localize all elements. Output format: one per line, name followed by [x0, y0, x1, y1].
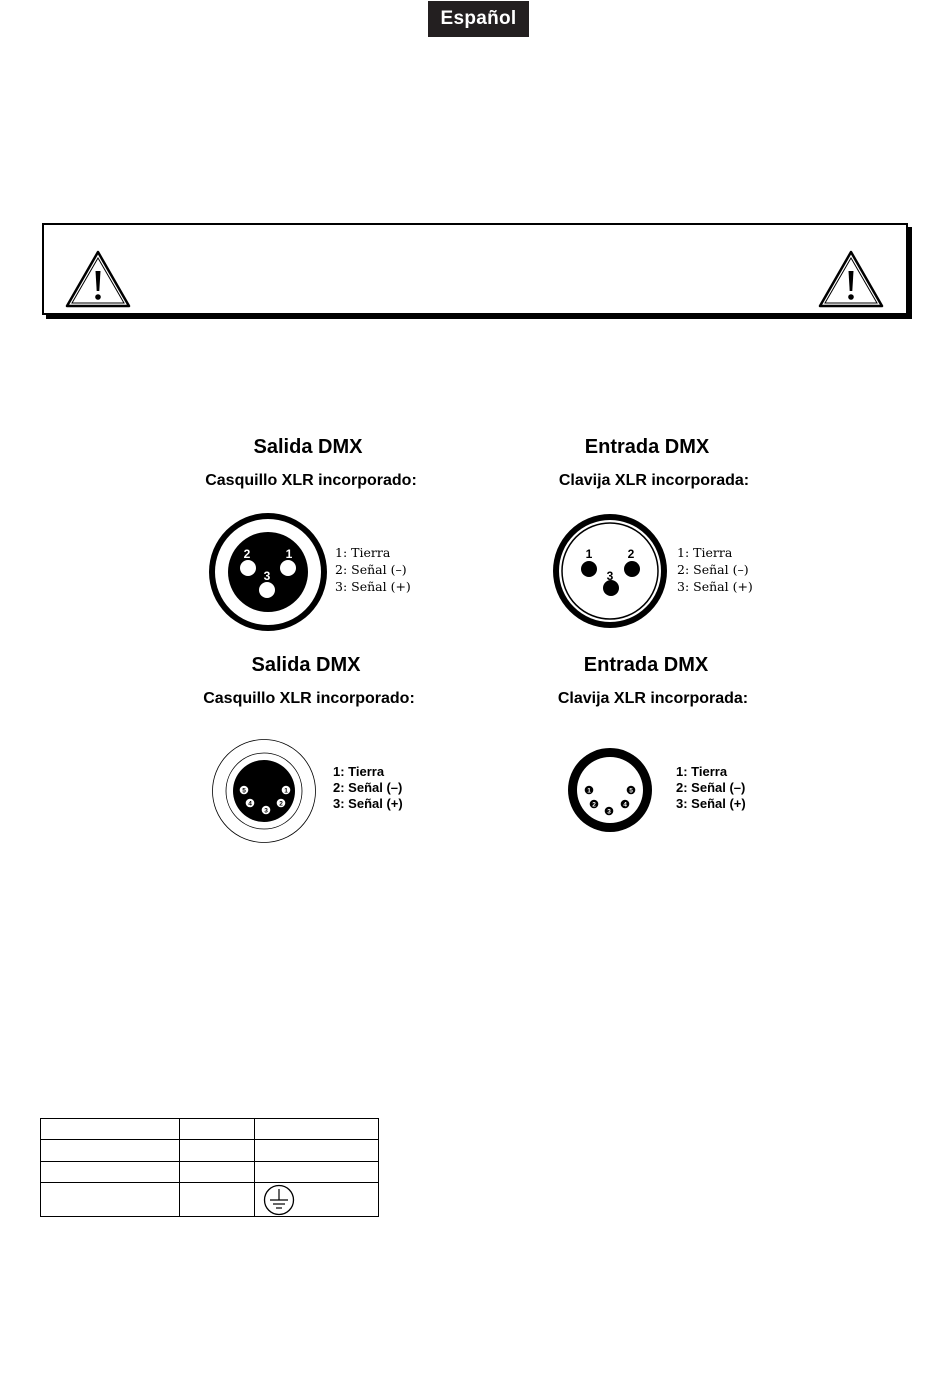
- pin-1-label: 1: Tierra: [335, 545, 391, 560]
- connector-title: Salida DMX: [253, 436, 363, 458]
- earth-ground-icon: [261, 1184, 297, 1216]
- table-cell: [41, 1140, 180, 1162]
- pin-label: 4: [623, 801, 627, 809]
- pin-1-label: 1: Tierra: [677, 545, 733, 560]
- connector-subtitle: Clavija XLR incorporada:: [558, 472, 750, 489]
- pin-label: 5: [242, 787, 246, 795]
- connector-subtitle: Clavija XLR incorporada:: [557, 690, 749, 707]
- pin-label: 1: [585, 547, 593, 561]
- pin-label: 4: [248, 800, 252, 808]
- pin-list: [335, 544, 411, 595]
- pin-1-label: 1: Tierra: [676, 764, 728, 779]
- xlr-3pin-socket-icon: [206, 510, 330, 634]
- warning-triangle-icon: [817, 249, 885, 309]
- pin-2-label: 2: Señal (–): [676, 780, 746, 795]
- xlr-5pin-socket-icon: [211, 738, 317, 844]
- table-cell: [41, 1119, 180, 1140]
- table-cell: [180, 1162, 255, 1183]
- table-cell: [255, 1119, 379, 1140]
- pin-label: 2: [627, 547, 635, 561]
- pin-list: [676, 764, 746, 812]
- connector-subtitle: Casquillo XLR incorporado:: [203, 690, 415, 707]
- pin-list: [677, 544, 753, 595]
- warning-triangle-icon: [64, 249, 132, 309]
- pin-2-label: 2: Señal (–): [335, 562, 407, 577]
- pin-label: 1: [285, 547, 293, 561]
- table-cell: [180, 1183, 255, 1217]
- pin-label: 3: [607, 808, 611, 816]
- pin-3-label: 3: Señal (+): [335, 579, 411, 594]
- pin-list: [333, 764, 403, 812]
- pin-3-label: 3: Señal (+): [677, 579, 753, 594]
- pin-1-label: 1: Tierra: [333, 764, 385, 779]
- table-cell: [180, 1140, 255, 1162]
- pin-3-label: 3: Señal (+): [676, 796, 746, 811]
- pin-label: 1: [284, 787, 288, 795]
- pin-label: 5: [629, 787, 633, 795]
- warning-box: [42, 223, 908, 315]
- pin-label: 3: [606, 569, 614, 583]
- table-cell: [255, 1183, 379, 1217]
- pin-label: 3: [264, 807, 268, 815]
- connector-title: Salida DMX: [251, 654, 361, 676]
- table-cell: [41, 1183, 180, 1217]
- pin-2-label: 2: Señal (–): [677, 562, 749, 577]
- pin-2-label: 2: Señal (–): [333, 780, 403, 795]
- xlr-3pin-plug-icon: [551, 512, 669, 630]
- table-cell: [41, 1162, 180, 1183]
- pin-label: 1: [587, 787, 591, 795]
- table-cell: [255, 1162, 379, 1183]
- pin-label: 2: [279, 800, 283, 808]
- table-cell: [255, 1140, 379, 1162]
- wiring-table: [40, 1118, 379, 1217]
- pin-label: 2: [592, 801, 596, 809]
- connector-subtitle: Casquillo XLR incorporado:: [205, 472, 417, 489]
- pin-label: 3: [263, 569, 271, 583]
- connector-title: Entrada DMX: [584, 436, 710, 458]
- xlr-5pin-plug-icon: [566, 746, 654, 834]
- language-badge: Español: [428, 1, 529, 37]
- table-cell: [180, 1119, 255, 1140]
- pin-label: 2: [243, 547, 251, 561]
- pin-3-label: 3: Señal (+): [333, 796, 403, 811]
- connector-title: Entrada DMX: [583, 654, 709, 676]
